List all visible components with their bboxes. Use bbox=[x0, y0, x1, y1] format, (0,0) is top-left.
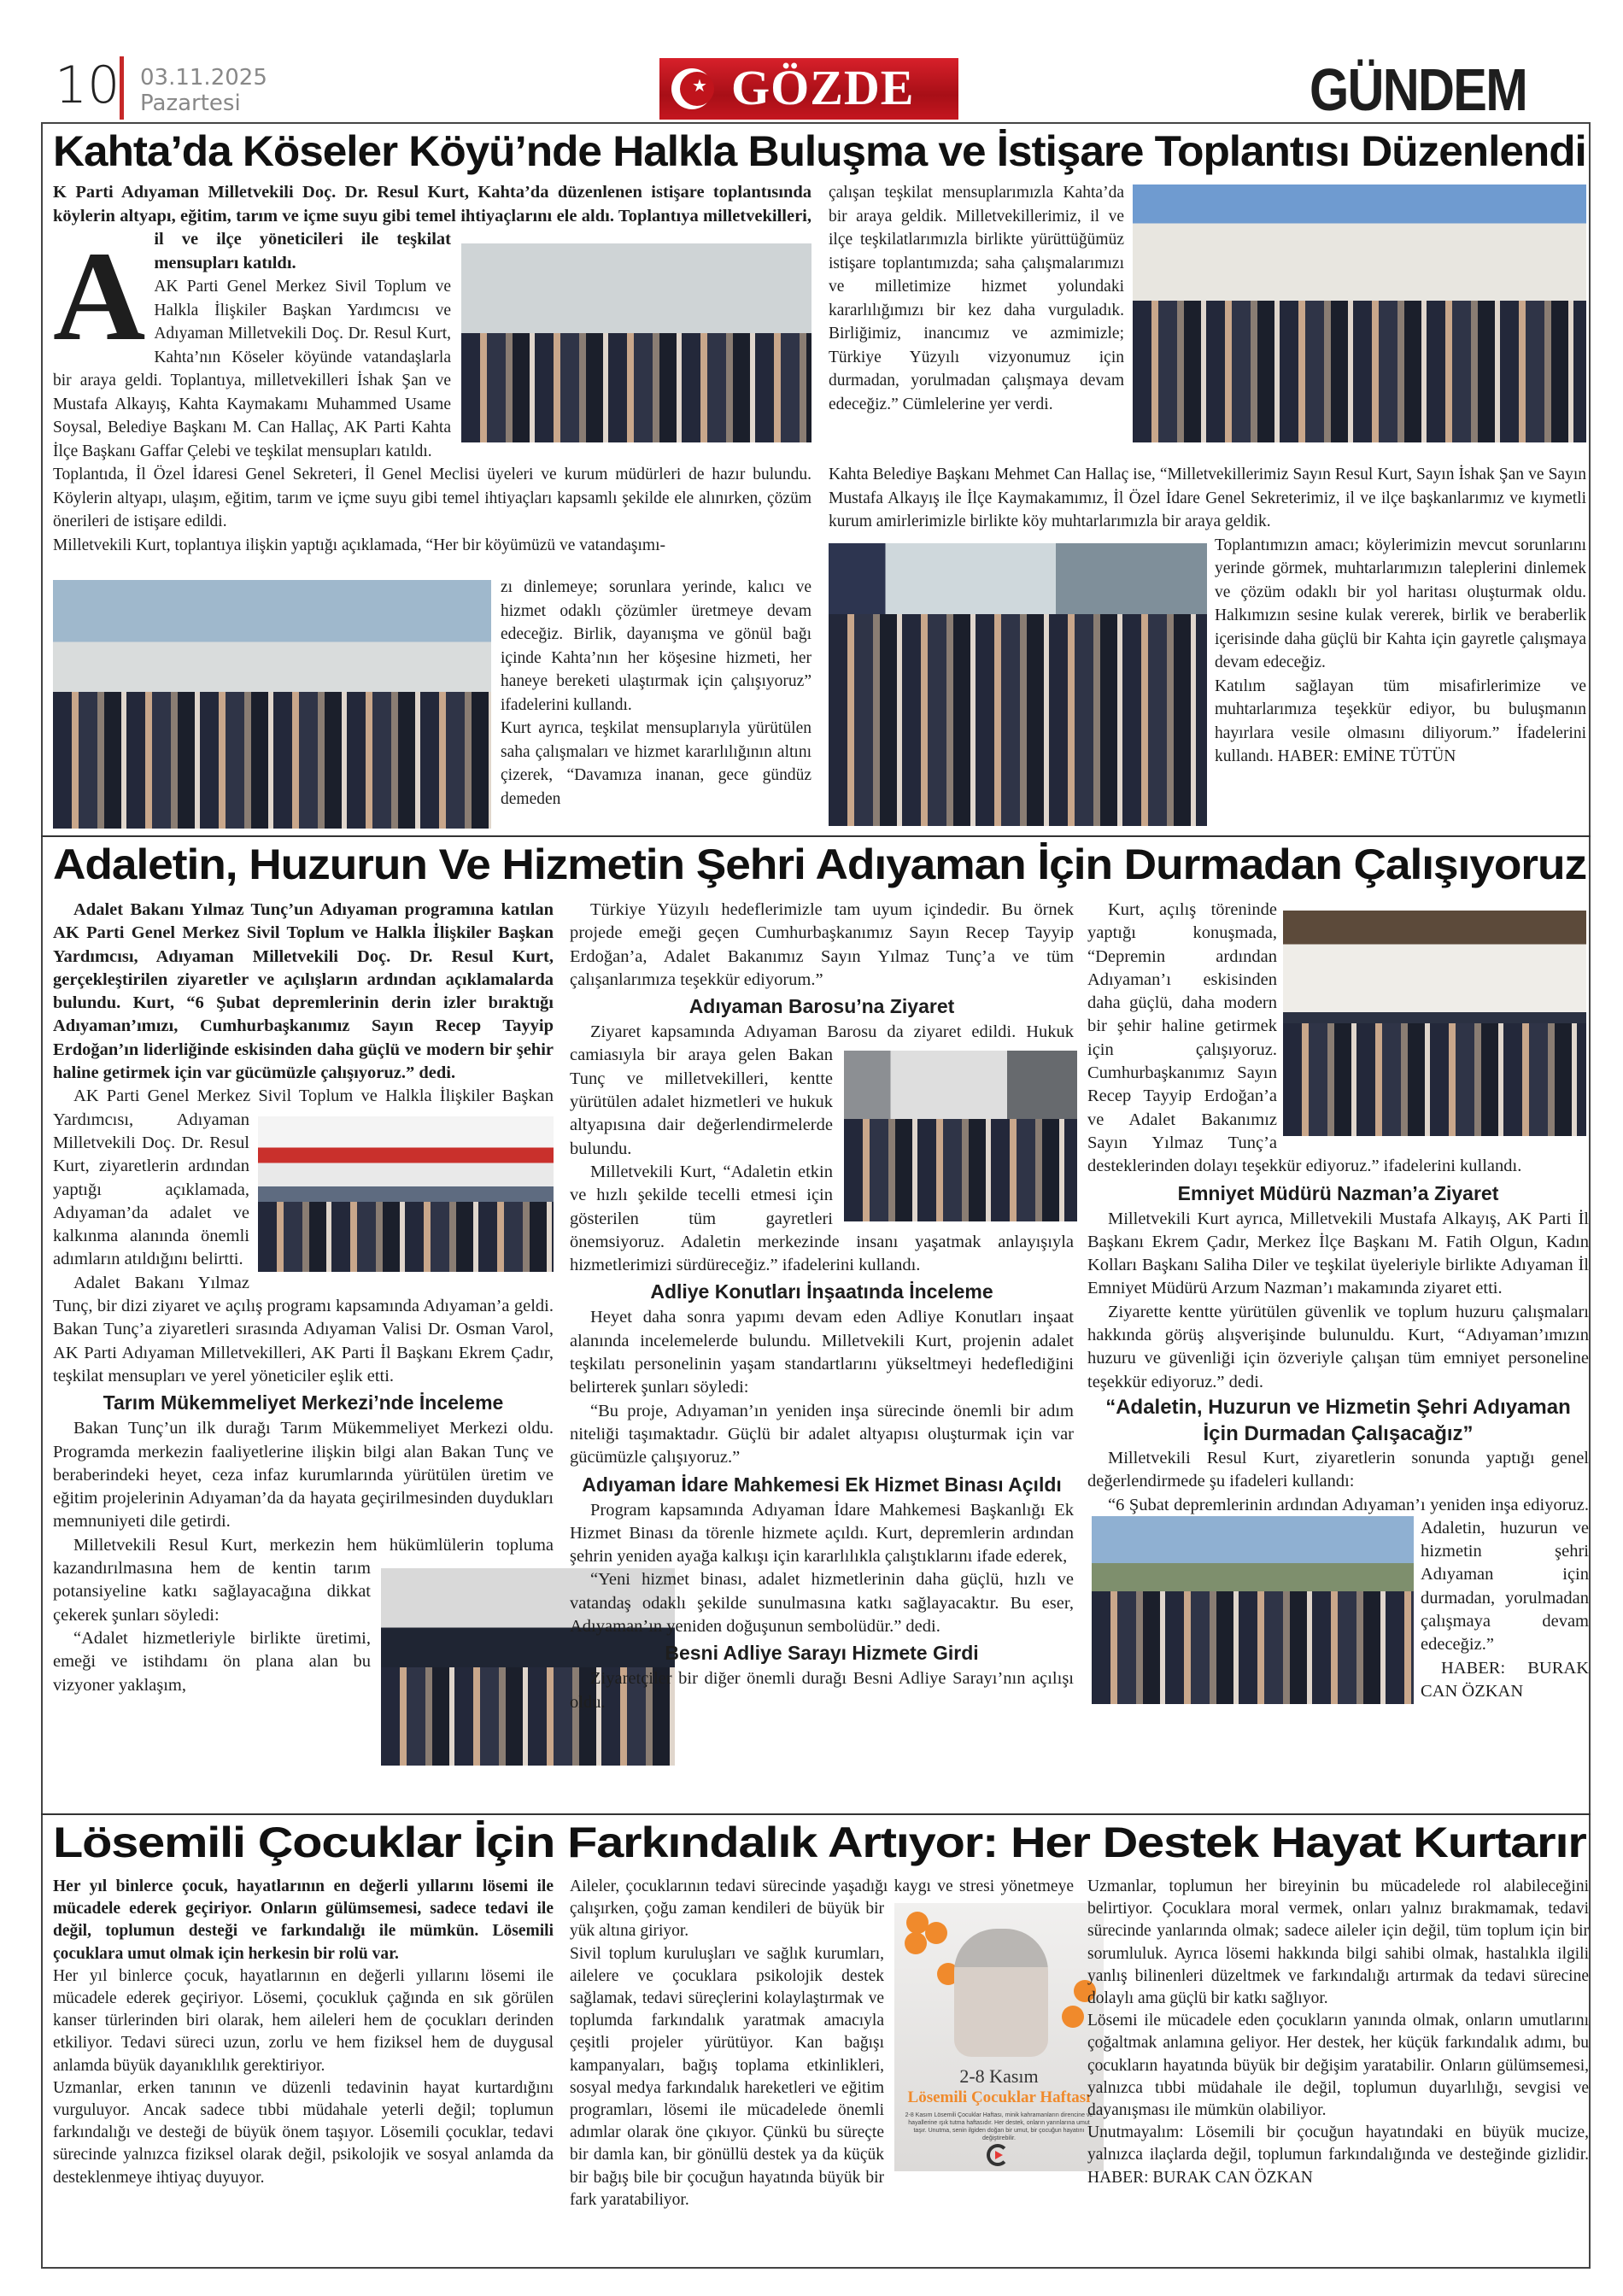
article-3-col-3 bbox=[1087, 1876, 1589, 2266]
paragraph: Sivil toplum kuruluşları ve sağlık kurumları, ailelere ve çocuklara psikolojik destek sağlamak, tedavi süreçlerini kolaylaştırmak ve toplumda farkındalık yaratmak amacıyla çeşitli projeler yürütüyor. Kan bağışı kampanyaları, bağış toplama etkinlikleri, sosyal medya farkındalık hareketleri ve eğitim programları, lösemi ile mücadelede önemli adımlar olarak öne çıkıyor. Çünkü bu süreçte bir damla kan, bir gönüllü destek ya da küçük bir bağış bile bir çocuğun hayatında büyük bir fark yaratabiliyor. bbox=[570, 1944, 884, 2209]
poster-title: Lösemili Çocuklar Haftası bbox=[907, 2088, 1091, 2106]
drop-cap: A bbox=[53, 226, 146, 367]
paragraph: Uzmanlar, toplumun her bireyinin bu mücadelede rol alabileceğini belirtiyor. Çocuklara moral vermek, onları yalnız bırakmamak, tedavi sürecinde yanlarında olmak; sadece aileler için değil, tüm toplum için bir sorumluluk. Ayrıca lösemi hakkında bilgi sahibi olmak, hastalıkla ilgili yanlış bilinenleri düzeltmek ve farkındalığı artırmak da tedavi sürecine dolaylı ama güçlü bir katkı sağlıyor. bbox=[1087, 1877, 1589, 2008]
paragraph: Heyet daha sonra yapımı devam eden Adliye Konutları inşaat alanında incelemelerde bulundu. Milletvekili Kurt, projenin adalet teşkilatı personelinin yaşam standartlarını yükseltmeyi hedeflediğini belirterek şunları söyledi: bbox=[570, 1308, 1074, 1397]
article-1-body-d bbox=[829, 463, 1586, 830]
article-1-body-c bbox=[829, 181, 1124, 463]
logo-text: GÖZDE bbox=[731, 60, 915, 115]
paragraph: Aileler, çocuklarının tedavi sürecinde yaşadığı kaygı ve stresi yönetmeye çalışırken, çoğu zaman kendileri de büyük bir yük altına giriyor. bbox=[570, 1877, 1074, 1941]
paragraph: Lösemi ile mücadele eden çocukların yanında olmak, onların umutlarını çoğaltmak anlamına geliyor. Her destek, her küçük farkındalık adımı, bu çocukların hayatında büyük bir değişim yaratabilir. Onların gülümsemesi, yalnızca tıbbi müdahale ile değil, toplumun duyarlılığı, sevgisi ve dayanışması ile mümkün olabiliyor. bbox=[1087, 2012, 1589, 2120]
paragraph: Milletvekili Kurt, “Adaletin etkin ve hızlı şekilde tecelli etmesi için gösterilen tüm gayretleri önemsiyoruz. Adaletin merkezinde insanı yaşatmak anlayışıyla hizmetlerimizi sürdüreceğiz.” ifadelerini kullandı. bbox=[570, 1162, 1074, 1275]
article-1-lead: K Parti Adıyaman Milletvekili Doç. Dr. Resul Kurt, Kahta’da düzenlenen istişare toplantısında köylerin altyapı, eğitim, tarım ve içme suyu gibi temel ihtiyaçlarını ele aldı. Toplantıya milletvekilleri, il ve ilçe yöneticileri ile teşkilat mensupları katıldı. bbox=[53, 183, 812, 272]
paragraph: Katılım sağlayan tüm misafirlerimize ve muhtarlarımıza teşekkür ediyor, bu buluşmanın hayırlara vesile olmasını diliyorum.” İfadelerini kullandı. HABER: EMİNE TÜTÜN bbox=[1215, 676, 1586, 765]
paragraph: Kurt ayrıca, teşkilat mensuplarıyla yürütülen saha çalışmaları ve hizmet kararlılığının altını çizerek, “Davamıza inanan, gece gündüz demeden bbox=[501, 719, 812, 808]
paragraph: Milletvekili Resul Kurt, merkezin hem hükümlülerin topluma kazandırılmasına hem de kentin tarım potansiyeline katkı sağlayacağına dikkat çekerek şunları söyledi: bbox=[53, 1535, 554, 1625]
poster-date: 2-8 Kasım bbox=[959, 2065, 1039, 2087]
article-3-headline: Lösemili Çocuklar İçin Farkındalık Artıyor: Her Destek Hayat Kurtarır bbox=[53, 1819, 1586, 1866]
article-1-body-b bbox=[501, 576, 812, 829]
article-1-headline: Kahta’da Köseler Köyü’nde Halkla Buluşma ve İstişare Toplantısı Düzenlendi bbox=[53, 127, 1586, 175]
paragraph: Uzmanlar, erken tanının ve düzenli tedavinin hayat kurtardığını vurguluyor. Ancak sadece tıbbi müdahale yeterli değil; toplumun farkındalığı ve desteği de büyük önem taşıyor. Lösemili çocuklar, tedavi sürecinde yalnızca fiziksel olarak değil, psikolojik ve sosyal anlamda da desteklenmeye ihtiyaç duyuyor. bbox=[53, 2078, 554, 2187]
header-divider bbox=[120, 56, 124, 120]
paragraph: Ziyaretçiler bir diğer önemli durağı Besni Adliye Sarayı’nın açılışı oldu. bbox=[570, 1669, 1074, 1712]
article-2-col-1 bbox=[53, 899, 554, 1807]
photo-village-audience bbox=[53, 580, 491, 829]
paragraph: “Yeni hizmet binası, adalet hizmetlerinin daha güçlü, hızlı ve vatandaş odaklı şekilde sunulmasına katkı sağlayacaktır. Bu eser, Adıyaman’ın yeniden doğuşunun sembolüdür.” dedi. bbox=[570, 1570, 1074, 1637]
article-2-col-2 bbox=[570, 899, 1074, 1807]
article-3-col-2 bbox=[570, 1876, 1074, 2266]
paragraph: Toplantıda, İl Özel İdaresi Genel Sekreteri, İl Genel Meclisi üyeleri ve kurum müdürleri de hazır bulundu. Köylerin altyapı, ulaşım, eğitim, tarım ve içme suyu gibi temel ihtiyaçları kapsamlı şekilde ele alınırken, çözüm önerileri de istişare edildi. bbox=[53, 466, 812, 530]
paragraph: Türkiye Yüzyılı hedeflerimizle tam uyum içindedir. Bu örnek projede emeği geçen Cumhurbaşkanımız Sayın Recep Tayyip Erdoğan’a, Adalet Bakanımız Sayın Yılmaz Tunç’a ve tüm çalışanlarımıza teşekkür ediyorum.” bbox=[570, 900, 1074, 989]
issue-day: Pazartesi bbox=[140, 91, 241, 116]
paragraph: “6 Şubat depremlerinin ardından Adıyaman’ı yeniden inşa ediyoruz. Adaletin, huzurun ve hizmetin şehri Adıyaman için durmadan, yorulmadan çalışmaya devam edeceğiz.” bbox=[1108, 1495, 1589, 1655]
subheading: Besni Adliye Sarayı Hizmete Girdi bbox=[665, 1642, 979, 1665]
paragraph: Program kapsamında Adıyaman İdare Mahkemesi Başkanlığı Ek Hizmet Binası da törenle hizmete açıldı. Kurt, depremlerin ardından şehrin yeniden ayağa kalkışı için kararlılıkla çalıştıklarını ifade ederek, bbox=[570, 1500, 1074, 1567]
article-3-lead: Her yıl binlerce çocuk, hayatlarının en değerli yıllarını lösemi ile mücadele ederek geçiriyor. Onların gülümsemesi, sadece tedavi ile değil, toplumun desteği ve farkındalığı ile mümkün. Lösemili çocuklara umut olmak için herkesin bir rolü var. bbox=[53, 1877, 554, 1963]
subheading: Adıyaman İdare Mahkemesi Ek Hizmet Binası Açıldı bbox=[582, 1473, 1062, 1496]
newspaper-logo[interactable] bbox=[659, 58, 958, 120]
subheading: Adliye Konutları İnşaatında İnceleme bbox=[650, 1280, 993, 1303]
paragraph: Ziyaret kapsamında Adıyaman Barosu da ziyaret edildi. Hukuk camiasıyla bir araya gelen Bakan Tunç ve milletvekilleri, kentte yürütülen adalet hizmetleri ve hukuk altyapısına dair değerlendirmelerde bulundu. bbox=[570, 1022, 1074, 1158]
paragraph: Adalet Bakanı Yılmaz Tunç, bir dizi ziyaret ve açılış programı kapsamında Adıyaman’a geldi. Bakan Tunç’a ziyaretleri sırasında Adıyaman Valisi Dr. Osman Varol, AK Parti Adıyaman Milletvekilleri, AK Parti İl Başkanı Ekrem Çadır, teşkilat mensupları ve yerel yöneticiler eşlik etti. bbox=[53, 1273, 554, 1385]
paragraph: AK Parti Genel Merkez Sivil Toplum ve Halkla İlişkiler Başkan Yardımcısı, Adıyaman Milletvekili Doç. Dr. Resul Kurt, ziyaretlerin ardından yaptığı açıklamada, Adıyaman’da adalet ve kalkınma alanında önemli adımların atıldığını belirtti. bbox=[53, 1086, 554, 1269]
subheading: Adıyaman Barosu’na Ziyaret bbox=[688, 995, 955, 1018]
paragraph: Milletvekili Resul Kurt, ziyaretlerin sonunda yaptığı genel değerlendirmede şu ifadeleri kullandı: bbox=[1087, 1448, 1589, 1491]
article-3-col-1 bbox=[53, 1876, 554, 2266]
article-2-lead: Adalet Bakanı Yılmaz Tunç’un Adıyaman programına katılan AK Parti Genel Merkez Sivil Toplum ve Halkla İlişkiler Başkan Yardımcısı, Adıyaman Milletvekili Doç. Dr. Resul Kurt, gerçekleştirilen ziyaretler ve açılışların ardından açıklamalarda bulundu. Kurt, “6 Şubat depremlerinin derin izler bıraktığı Adıyaman’ımızı, Cumhurbaşkanımız Sayın Recep Tayyip Erdoğan’ın liderliğinde eskisinden daha güçlü ve modern bir şehir haline getirmek için var gücümüzle çalışıyoruz.” dedi. bbox=[53, 900, 554, 1083]
paragraph: Milletvekili Kurt ayrıca, Milletvekili Mustafa Alkayış, AK Parti İl Başkanı Ekrem Çadır, Merkez İlçe Başkanı M. Fatih Olgun, Kadın Kolları Başkanı Saliha Diler ve teşkilat üyeleriyle birlikte Adıyaman İl Emniyet Müdürü Arzum Nazman’ı makamında ziyaret etti. bbox=[1087, 1209, 1589, 1298]
article-1-body-a bbox=[53, 181, 812, 576]
byline: HABER: BURAK CAN ÖZKAN bbox=[1421, 1658, 1589, 1701]
poster-text: 2-8 Kasım Lösemili Çocuklar Haftası, minik kahramanların direncine ve hayallerine ışık tutma haftasıdır. Her destek, onların yarınlarına umut taşır. Unutma, senin ilgiden doğan bir umut, bir çocuğun hayatını değiştirebilir. bbox=[905, 2112, 1093, 2141]
article-2-headline: Adaletin, Huzurun Ve Hizmetin Şehri Adıyaman İçin Durmadan Çalışıyoruz bbox=[53, 840, 1587, 888]
star-icon: ★ bbox=[692, 75, 707, 96]
subheading: Emniyet Müdürü Nazman’a Ziyaret bbox=[1177, 1181, 1499, 1204]
paragraph: Bakan Tunç’un ilk durağı Tarım Mükemmeliyet Merkezi oldu. Programda merkezin faaliyetlerine ilişkin bilgi alan Bakan Tunç ve beraberindeki heyet, ceza infaz kurumlarında yürütülen üretim ve eğitim projelerinin Adıyaman’da da hayata geçirilmesinden duydukları memnuniyeti dile getirdi. bbox=[53, 1419, 554, 1532]
section-title: GÜNDEM bbox=[1310, 56, 1527, 123]
paragraph: Unutmayalım: Lösemili bir çocuğun hayatındaki en büyük mucize, yalnızca ilaçlarda değil, toplumun farkındalığında ve desteğinde gizlidir. HABER: BURAK CAN ÖZKAN bbox=[1087, 2123, 1589, 2187]
article-2-col-3 bbox=[1087, 899, 1589, 1807]
paragraph: çalışan teşkilat mensuplarımızla Kahta’da bir araya geldik. Milletvekillerimiz, il ve ilçe teşkilatlarımızla birlikte yürüttüğümüz istişare toplantımızda; saha çalışmalarımızı ve milletimize hizmet yolundaki kararlılığımızı bir kez daha vurguladık. Birliğimiz, inancımız ve azmimizle; Türkiye Yüzyılı vizyonumuz için durmadan, yorulmadan çalışmaya devam edeceğiz.” Cümlelerine yer verdi. bbox=[829, 184, 1124, 413]
paragraph: Milletvekili Kurt, toplantıya ilişkin yaptığı açıklamada, “Her bir köyümüzü ve vatandaşımı- bbox=[53, 536, 665, 554]
divider bbox=[41, 1813, 1591, 1815]
subheading: Tarım Mükemmeliyet Merkezi’nde İnceleme bbox=[103, 1391, 504, 1414]
divider bbox=[41, 835, 1591, 837]
issue-date: 03.11.2025 bbox=[140, 65, 267, 91]
paragraph: Toplantımızın amacı; köylerimizin mevcut sorunlarını yerinde görmek, muhtarlarımızın taleplerini dinlemek ve çözüm odaklı bir yol haritası oluşturmak oldu. Halkımızın sesine kulak vererek, birlik ve beraberlik içerisinde daha güçlü bir Kahta için gayretle çalışmaya devam edeceğiz. bbox=[1215, 536, 1586, 671]
paragraph: AK Parti Genel Merkez Sivil Toplum ve Halkla İlişkiler Başkan Yardımcısı ve Adıyaman Milletvekili Doç. Dr. Resul Kurt, Kahta’nın Köseler köyünde vatandaşlarla bir araya geldi. Toplantıya, milletvekilleri İshak Şan ve Mustafa Alkayış, Kahta Kaymakamı Muhammed Usame Soysal, Belediye Başkanı M. Can Hallaç, AK Parti Kahta İlçe Başkanı Gaffar Çelebi ve teşkilat mensupları katıldı. bbox=[53, 278, 451, 460]
paragraph: “Adalet hizmetleriyle birlikte üretimi, emeği ve istihdamı ön plana alan bu vizyoner yaklaşım, bbox=[53, 1628, 371, 1695]
paragraph: Her yıl binlerce çocuk, hayatlarının en değerli yıllarını lösemi ile mücadele ederek geçiriyor. Lösemi, çocukluk çağında en sık görülen kanser türlerinden biri olarak, hem aileleri hem de çocukları derinden etkiliyor. Tedavi süreci uzun, zorlu ve hem fiziksel hem de duygusal anlamda büyük dayanıklılık gerektiriyor. bbox=[53, 1966, 554, 2075]
photo-group-building bbox=[1133, 184, 1586, 442]
paragraph: Kahta Belediye Başkanı Mehmet Can Hallaç ise, “Milletvekillerimiz Sayın Resul Kurt, Sayın İshak Şan ve Sayın Mustafa Alkayış ile İlçe Kaymakamımız, İl Özel İdare Genel Sekreterimiz, il ve ilçe başkanlarımız ve kıymetli kurum amirlerimizle birlikte köy muhtarlarımızla bir araya geldik. bbox=[829, 466, 1586, 530]
quote-heading: “Adaletin, Huzurun ve Hizmetin Şehri Adıyaman İçin Durmadan Çalışacağız” bbox=[1105, 1395, 1571, 1445]
paragraph: Kurt, açılış töreninde yaptığı konuşmada, “Depremin ardından Adıyaman’ı eskisinden daha güçlü, daha modern bir şehir haline getirmek için çalışıyoruz. Cumhurbaşkanımız Sayın Recep Tayyip Erdoğan’a ve Adalet Bakanımız Sayın Yılmaz Tunç’a desteklerinden dolayı teşekkür ediyoruz.” ifadelerini kullandı. bbox=[1087, 900, 1522, 1176]
paragraph: “Bu proje, Adıyaman’ın yeniden inşa sürecinde önemli bir adım niteliği taşımaktadır. Güçlü bir adalet altyapısı oluşturmak için var gücümüzle çalışıyoruz.” bbox=[570, 1401, 1074, 1467]
paragraph: Ziyarette kentte yürütülen güvenlik ve toplum huzuru çalışmaları hakkında görüş alışverişinde bulunuldu. Kurt, “Adıyaman’ımızın huzuru ve güvenliği için özveriyle çalışan tüm emniyet personeline teşekkür ediyoruz.” dedi. bbox=[1087, 1302, 1589, 1391]
page-number: 10 bbox=[55, 56, 120, 115]
paragraph: zı dinlemeye; sorunlara yerinde, kalıcı ve hizmet odaklı çözümler üretmeye devam edeceğiz. Birlik, dayanışma ve gönül bağı içinde Kahta’nın her köşesine hizmeti, her haneye bereketi ulaştırmak için çalışıyoruz” ifadelerini kullandı. bbox=[501, 578, 812, 714]
